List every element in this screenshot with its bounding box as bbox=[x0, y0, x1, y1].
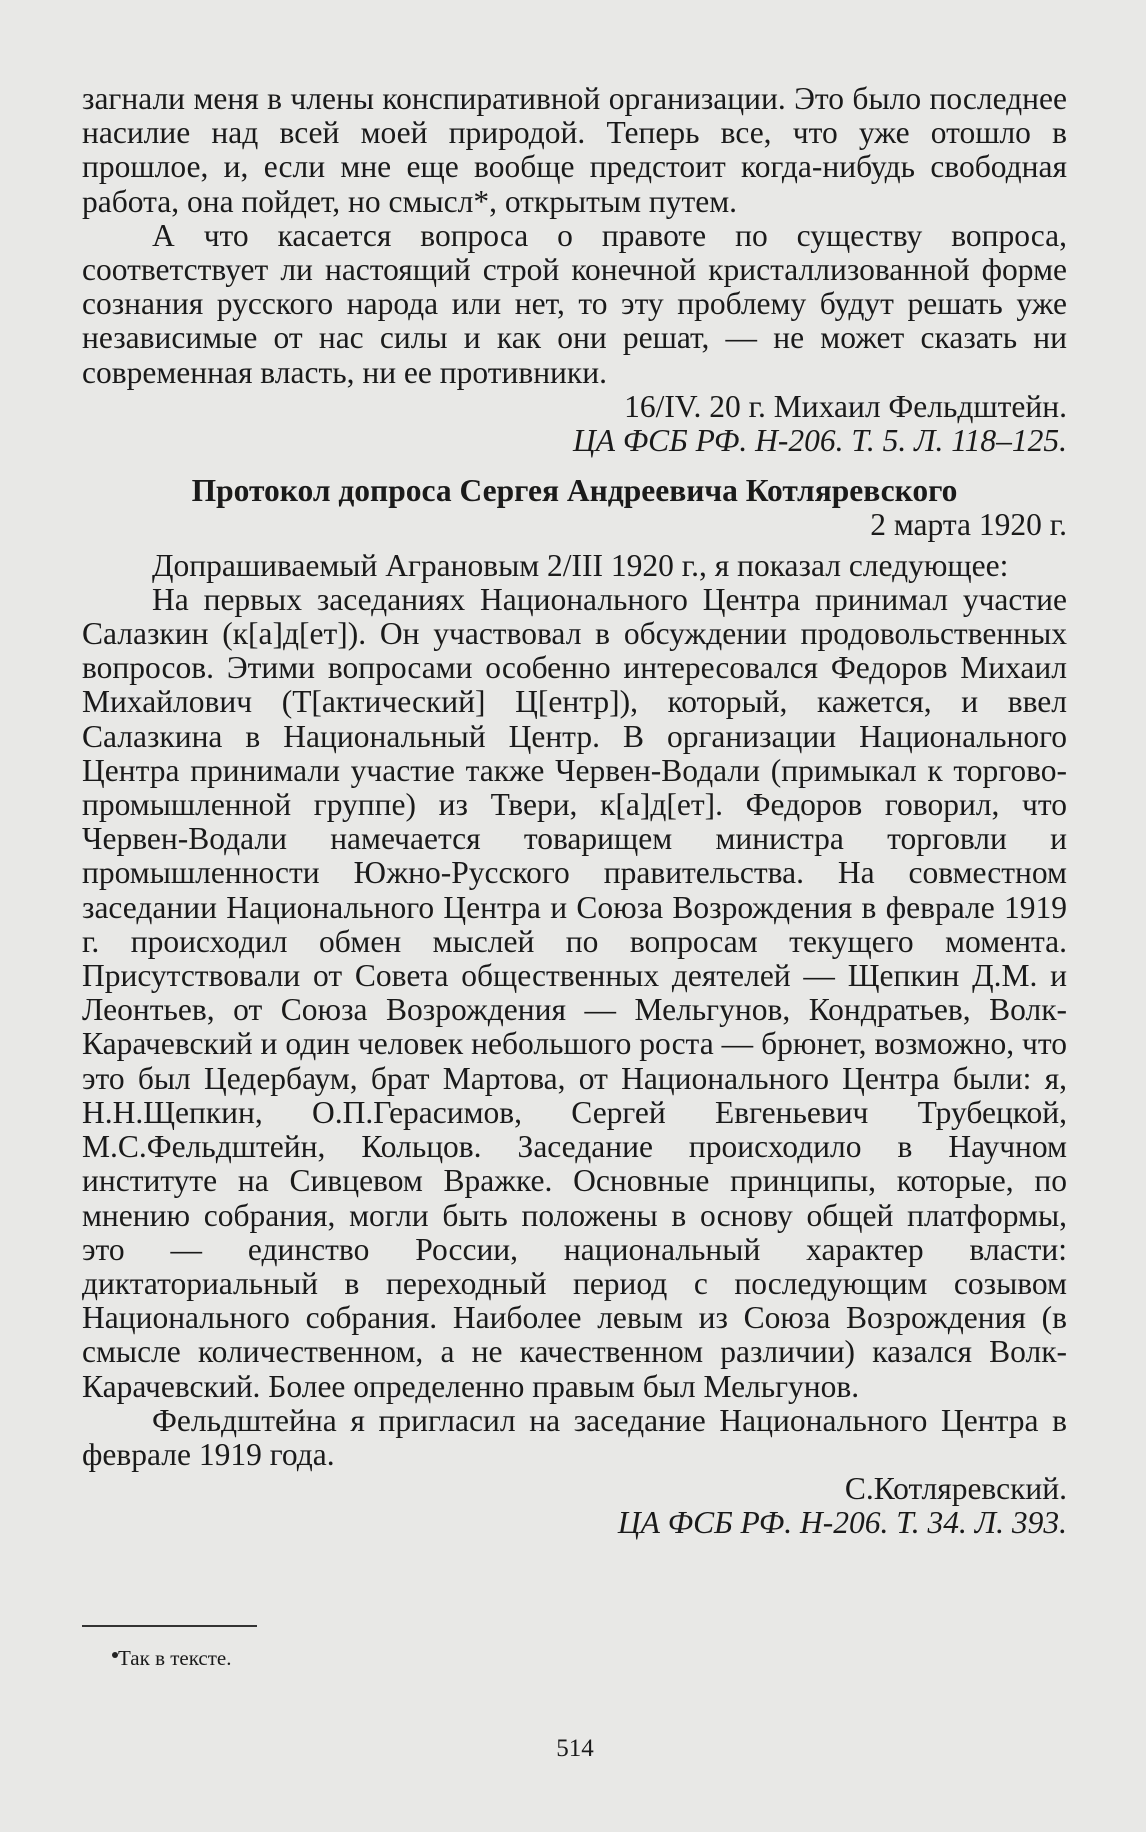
footnote-text: Так в тексте. bbox=[118, 1646, 232, 1670]
paragraph-opinion: А что касается вопроса о правоте по существу вопроса, соответствует ли настоящий строй конечной кристаллизованной форме сознания русского народа или нет, то эту проблему будут решать уже независимые от нас силы и как они решат, — не может сказать ни современная власть, ни ее противники. bbox=[82, 217, 1067, 390]
paragraph-testimony: На первых заседаниях Национального Центра принимал участие Салазкин (к[а]д[ет]). Он участвовал в обсуждении продовольственных вопросов. Этими вопросами особенно интересовался Федоров Михаил Михайлович (Т[актический] Ц[ентр]), который, кажется, и ввел Салазкина в Национальный Центр. В организации Национального Центра принимали участие также Червен-Водали (примыкал к торгово-промышленной группе) из Твери, к[а]д[ет]. Федоров говорил, что Червен-Водали намечается товарищем министра торговли и промышленности Южно-Русского правительства. На совместном заседании Национального Центра и Союза Возрождения в феврале 1919 г. происходил обмен мыслей по вопросам текущего момента. Присутствовали от Совета общественных деятелей — Щепкин Д.М. и Леонтьев, от Союза Возрождения — Мельгунов, Кондратьев, Волк-Карачевский и один человек небольшого роста — брюнет, возможно, что это был Цедербаум, брат Мартова, от Национального Центра были: я, Н.Н.Щепкин, О.П.Герасимов, Сергей Евгеньевич Трубецкой, М.С.Фельдштейн, Кольцов. Заседание происходило в Научном институте на Сивцевом Вражке. Основные принципы, которые, по мнению собрания, могли быть положены в основу общей платформы, это — единство России, национальный характер власти: диктаториальный в переходный период с последующим созывом Национального собрания. Наиболее левым из Союза Возрождения (в смысле количественном, а не качественном различии) казался Волк-Карачевский. Более определенно правым был Мельгунов. bbox=[82, 581, 1067, 1404]
footnote-divider bbox=[82, 1625, 257, 1627]
archive-reference-1: ЦА ФСБ РФ. Н-206. Т. 5. Л. 118–125. bbox=[572, 423, 1067, 459]
signature-feldshtein: 16/IV. 20 г. Михаил Фельдштейн. bbox=[624, 388, 1067, 424]
archive-reference-2: ЦА ФСБ РФ. Н-206. Т. 34. Л. 393. bbox=[617, 1505, 1067, 1541]
signature-kotlyarevsky: С.Котляревский. bbox=[844, 1471, 1067, 1507]
section-heading: Протокол допроса Сергея Андреевича Котляревского bbox=[191, 473, 958, 509]
text-column bbox=[82, 82, 1067, 1541]
document-date: 2 марта 1920 г. bbox=[870, 507, 1067, 543]
page-number: 514 bbox=[556, 1735, 594, 1762]
paragraph-invitation: Фельдштейна я пригласил на заседание Национального Центра в феврале 1919 года. bbox=[82, 1402, 1067, 1472]
paragraph-continuation: загнали меня в члены конспиративной организации. Это было последнее насилие над всей моей природой. Теперь все, что уже отошло в прошлое, и, если мне еще вообще предстоит когда-нибудь свободная работа, она пойдет, но смысл*, открытым путем. bbox=[82, 81, 1067, 219]
paragraph-intro: Допрашиваемый Аграновым 2/III 1920 г., я показал следующее: bbox=[152, 547, 1009, 583]
